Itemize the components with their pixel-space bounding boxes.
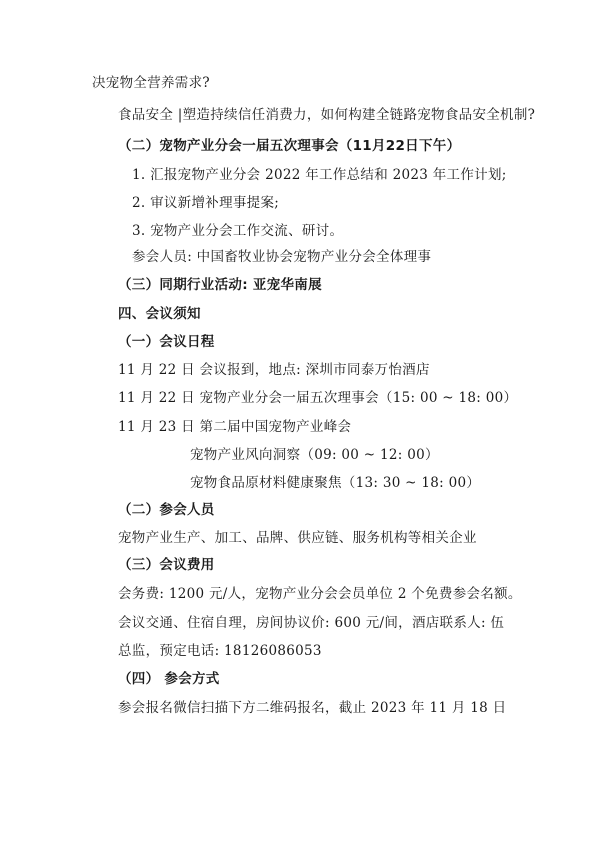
text-line-food-safety: 食品安全 |塑造持续信任消费力，如何构建全链路宠物食品安全机制? <box>118 107 536 123</box>
section-heading-industry-activity: （三）同期行业活动: 亚宠华南展 <box>118 277 322 293</box>
schedule-subrow-morning: 宠物产业风向洞察（09: 00 ~ 12: 00） <box>190 447 439 463</box>
text-line-nutrition-question: 决宠物全营养需求? <box>92 75 210 91</box>
section-heading-participants: （二）参会人员 <box>118 502 215 518</box>
text-line-registration-deadline: 参会报名微信扫描下方二维码报名，截止 2023 年 11 月 18 日 <box>118 700 507 716</box>
section-heading-registration-method: （四） 参会方式 <box>118 671 220 687</box>
schedule-row-council: 11 月 22 日 宠物产业分会一届五次理事会（15: 00 ~ 18: 00） <box>118 390 518 406</box>
schedule-row-registration: 11 月 22 日 会议报到，地点: 深圳市同泰万怡酒店 <box>118 362 430 378</box>
section-heading-schedule: （一）会议日程 <box>118 334 215 350</box>
list-item-2: 2. 审议新增补理事提案; <box>132 195 280 211</box>
text-line-participant-types: 宠物产业生产、加工、品牌、供应链、服务机构等相关企业 <box>118 530 477 546</box>
list-item-1: 1. 汇报宠物产业分会 2022 年工作总结和 2023 年工作计划; <box>132 167 507 183</box>
schedule-row-summit: 11 月 23 日 第二届中国宠物产业峰会 <box>118 419 352 435</box>
section-heading-council-meeting: （二）宠物产业分会一届五次理事会（11月22日下午） <box>118 138 461 154</box>
section-heading-fees: （三）会议费用 <box>118 557 215 573</box>
text-line-accommodation: 会议交通、住宿自理，房间协议价: 600 元/间，酒店联系人: 伍 <box>118 615 505 631</box>
text-line-booking-phone: 总监，预定电话: 18126086053 <box>118 643 322 659</box>
list-item-3: 3. 宠物产业分会工作交流、研讨。 <box>132 223 344 239</box>
section-heading-notice: 四、会议须知 <box>118 306 201 322</box>
text-line-attendees: 参会人员: 中国畜牧业协会宠物产业分会全体理事 <box>132 249 432 265</box>
schedule-subrow-afternoon: 宠物食品原材料健康聚焦（13: 30 ~ 18: 00） <box>190 475 481 491</box>
text-line-registration-fee: 会务费: 1200 元/人，宠物产业分会会员单位 2 个免费参会名额。 <box>118 586 522 602</box>
